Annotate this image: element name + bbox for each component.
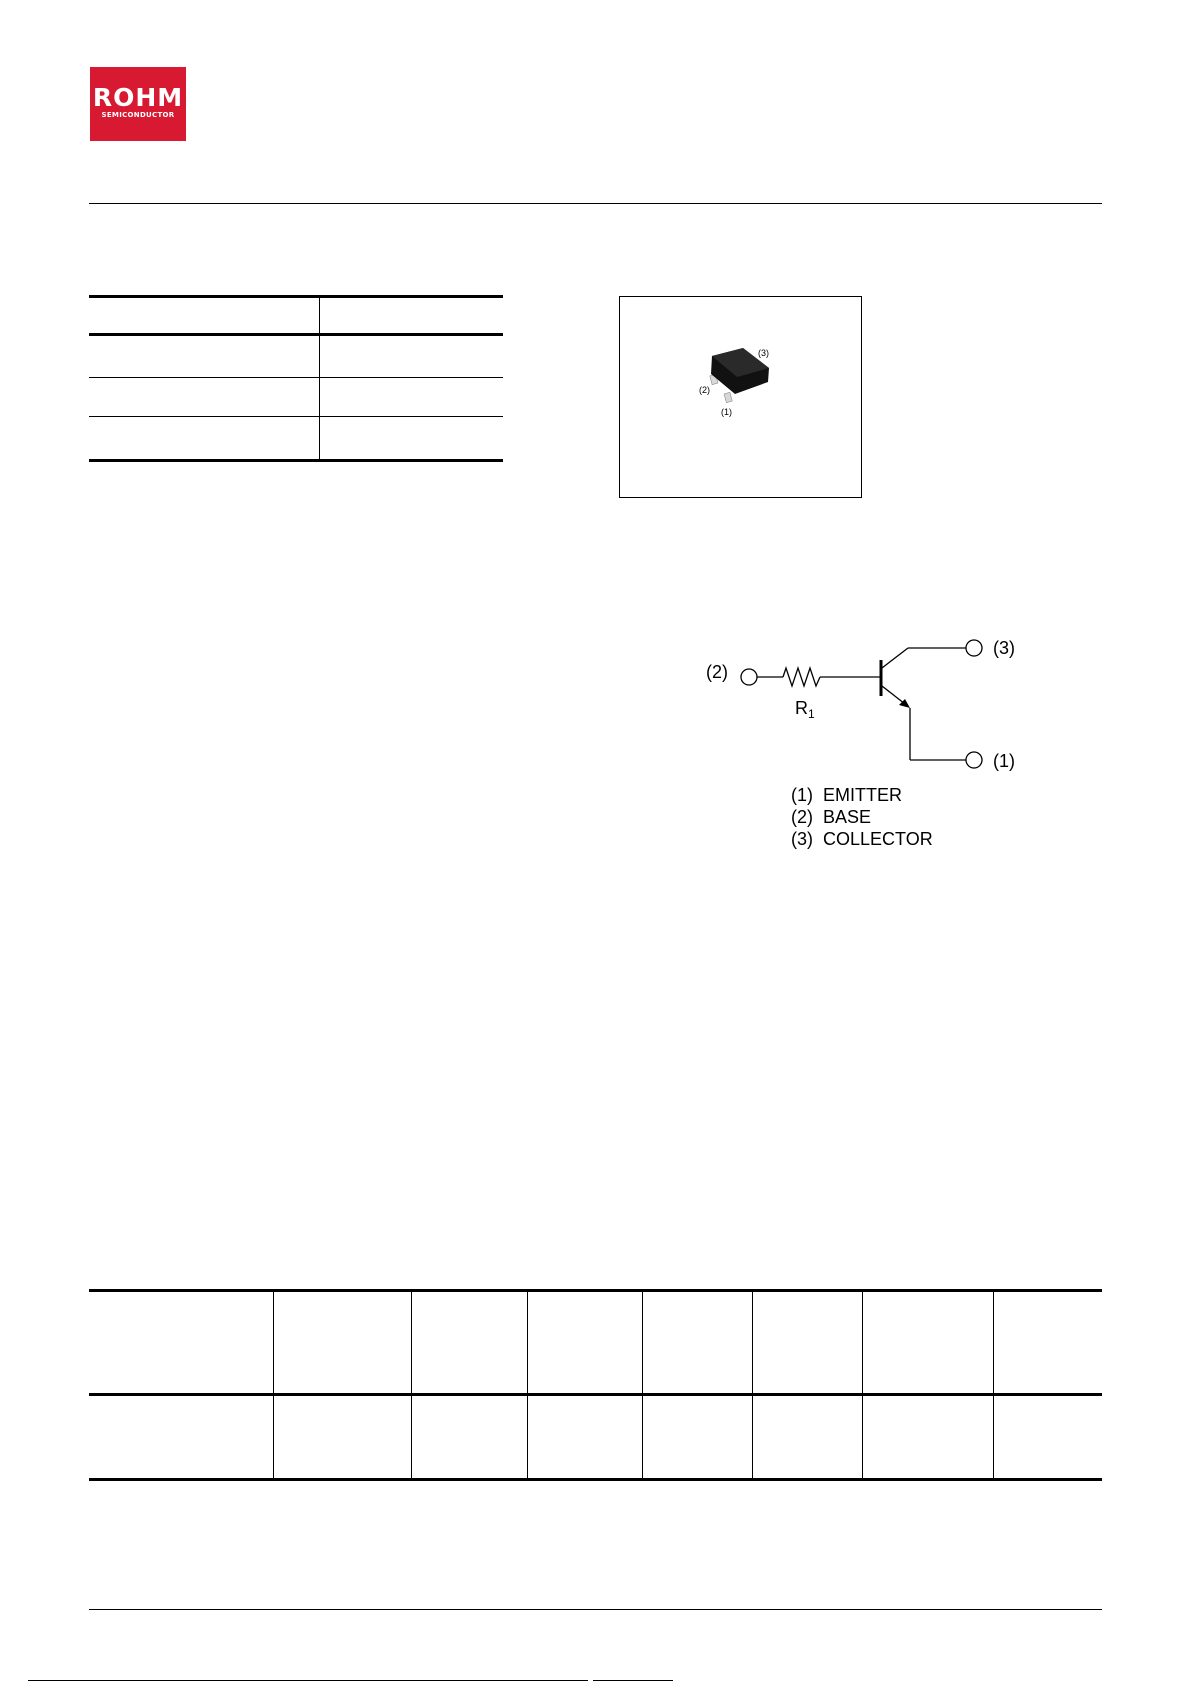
- package-pin-label-3: (3): [758, 348, 769, 358]
- logo-name: ROHM: [92, 83, 184, 112]
- legend-row: [791, 828, 933, 850]
- spec-table-row-divider: [89, 416, 503, 417]
- base-pin-label: (2): [706, 662, 728, 682]
- spec-table-header-border: [89, 333, 503, 336]
- package-pin-label-2: (2): [699, 385, 710, 395]
- pin-legend: [791, 784, 933, 850]
- ordering-table-header-border: [89, 1393, 1102, 1396]
- lead-pin-1: [724, 392, 732, 402]
- logo-subtitle: SEMICONDUCTOR: [101, 111, 175, 119]
- legend-pin: (3): [791, 829, 813, 849]
- ordering-table-column-divider: [862, 1291, 863, 1479]
- ordering-table-column-divider: [527, 1291, 528, 1479]
- legend-name: EMITTER: [823, 785, 902, 805]
- resistor-r1: [783, 668, 820, 686]
- spec-table-column-divider: [319, 296, 320, 461]
- legend-name: COLLECTOR: [823, 829, 933, 849]
- ordering-table-column-divider: [642, 1291, 643, 1479]
- resistor-label: $R_1$: [795, 698, 815, 721]
- legend-pin: (2): [791, 807, 813, 827]
- package-pin-label-1: (1): [721, 407, 732, 417]
- circuit-schematic: [700, 630, 1020, 770]
- base-terminal: [741, 669, 757, 685]
- spec-table-top-border: [89, 295, 503, 298]
- emitter-pin-label: (1): [993, 751, 1015, 771]
- collector-terminal: [966, 640, 982, 656]
- emitter-terminal: [966, 752, 982, 768]
- ordering-table-column-divider: [273, 1291, 274, 1479]
- legend-pin: (1): [791, 785, 813, 805]
- legend-name: BASE: [823, 807, 872, 827]
- ordering-table-column-divider: [993, 1291, 994, 1479]
- legend-row: [791, 784, 933, 806]
- collector-pin-label: (3): [993, 638, 1015, 658]
- ordering-table-top-border: [89, 1289, 1102, 1292]
- ordering-table-column-divider: [411, 1291, 412, 1479]
- ordering-table-column-divider: [752, 1291, 753, 1479]
- package-image: [619, 296, 862, 498]
- footer-edge-line: [593, 1680, 673, 1681]
- footer-edge-line: [28, 1680, 588, 1681]
- spec-table-bottom-border: [89, 459, 503, 462]
- legend-row: [791, 806, 933, 828]
- footer-rule: [89, 1609, 1102, 1610]
- spec-table-row-divider: [89, 377, 503, 378]
- header-rule: [89, 203, 1102, 204]
- ordering-table-bottom-border: [89, 1478, 1102, 1481]
- rohm-logo: [90, 67, 186, 141]
